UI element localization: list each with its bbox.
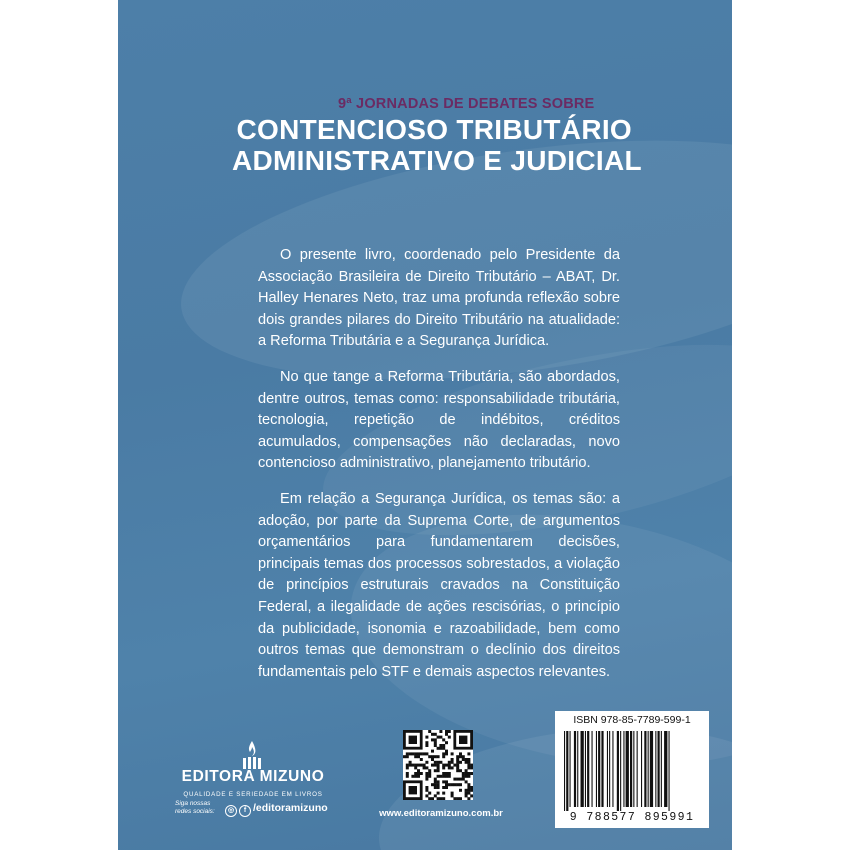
qr-module	[439, 744, 442, 747]
qr-module	[437, 775, 440, 778]
qr-finder	[409, 786, 417, 794]
qr-module	[445, 775, 448, 778]
publisher-tagline: QUALIDADE E SERIEDADE EM LIVROS	[183, 791, 323, 798]
qr-module	[437, 780, 440, 783]
qr-module	[428, 755, 431, 758]
qr-module	[403, 755, 406, 758]
qr-module	[434, 755, 437, 758]
qr-module	[425, 752, 428, 755]
series-subtitle: 9ª JORNADAS DE DEBATES SOBRE	[338, 96, 595, 112]
qr-module	[420, 758, 423, 761]
qr-module	[434, 764, 437, 767]
qr-module	[406, 772, 409, 775]
qr-module	[459, 752, 462, 755]
qr-module	[456, 755, 459, 758]
qr-module	[417, 772, 420, 775]
qr-module	[411, 764, 414, 767]
qr-module	[456, 778, 459, 781]
qr-module	[439, 736, 442, 739]
qr-module	[417, 764, 420, 767]
qr-module	[470, 766, 473, 769]
barcode-bar	[564, 731, 565, 811]
qr-module	[445, 741, 448, 744]
qr-module	[467, 764, 470, 767]
qr-module	[439, 747, 442, 750]
qr-module	[465, 775, 468, 778]
social-label: Siga nossas redes sociais:	[175, 800, 215, 815]
qr-module	[411, 752, 414, 755]
qr-module	[467, 775, 470, 778]
book-title	[232, 114, 642, 176]
qr-module	[445, 764, 448, 767]
qr-module	[437, 747, 440, 750]
qr-module	[459, 783, 462, 786]
qr-module	[442, 747, 445, 750]
qr-module	[434, 741, 437, 744]
qr-module	[437, 783, 440, 786]
qr-module	[465, 761, 468, 764]
qr-module	[428, 730, 431, 733]
qr-module	[414, 752, 417, 755]
qr-module	[406, 755, 409, 758]
barcode-bar	[566, 731, 568, 811]
qr-module	[414, 764, 417, 767]
barcode-bar	[641, 731, 642, 807]
qr-module	[425, 794, 428, 797]
qr-code-image	[403, 730, 473, 800]
qr-module	[445, 730, 448, 733]
barcode-bar	[644, 731, 646, 807]
qr-module	[456, 766, 459, 769]
qr-module	[420, 772, 423, 775]
qr-module	[448, 764, 451, 767]
qr-module	[467, 752, 470, 755]
flame-book-icon	[240, 740, 264, 770]
barcode-bar	[623, 731, 624, 807]
qr-module	[451, 783, 454, 786]
qr-module	[442, 775, 445, 778]
qr-module	[406, 764, 409, 767]
isbn-label: ISBN 978-85-7789-599-1	[573, 714, 691, 726]
qr-module	[423, 764, 426, 767]
qr-module	[453, 783, 456, 786]
qr-module	[437, 755, 440, 758]
qr-module	[434, 744, 437, 747]
barcode-bar	[655, 731, 656, 807]
qr-module	[442, 766, 445, 769]
synopsis	[258, 245, 620, 697]
qr-module	[462, 755, 465, 758]
social-icons	[225, 802, 253, 820]
barcode-bar	[617, 731, 619, 811]
qr-module	[425, 789, 428, 792]
qr-module	[442, 797, 445, 800]
book-title-line-1: CONTENCIOSO TRIBUTÁRIO	[236, 114, 632, 145]
barcode-bar	[596, 731, 597, 807]
qr-module	[431, 797, 434, 800]
qr-module	[423, 766, 426, 769]
qr-module	[431, 755, 434, 758]
barcode-bar	[669, 731, 670, 811]
qr-module	[437, 736, 440, 739]
qr-module	[456, 797, 459, 800]
qr-module	[462, 775, 465, 778]
qr-module	[425, 744, 428, 747]
barcode-bar	[626, 731, 629, 807]
barcode-bar	[574, 731, 576, 807]
qr-module	[442, 772, 445, 775]
qr-module	[420, 764, 423, 767]
barcode-bar	[661, 731, 662, 807]
qr-module	[434, 733, 437, 736]
qr-module	[428, 772, 431, 775]
qr-module	[465, 792, 468, 795]
qr-module	[459, 778, 462, 781]
qr-module	[451, 794, 454, 797]
qr-module	[470, 764, 473, 767]
qr-module	[425, 786, 428, 789]
social-handle[interactable]: /editoramizuno	[253, 802, 328, 814]
qr-module	[431, 783, 434, 786]
qr-module	[417, 769, 420, 772]
qr-module	[465, 789, 468, 792]
qr-module	[442, 738, 445, 741]
qr-module	[437, 761, 440, 764]
barcode-bar	[630, 731, 632, 807]
qr-module	[451, 792, 454, 795]
qr-module	[462, 758, 465, 761]
qr-module	[434, 769, 437, 772]
qr-module	[411, 775, 414, 778]
isbn-barcode-box	[555, 711, 709, 828]
qr-module	[439, 730, 442, 733]
barcode-bar	[648, 731, 649, 807]
barcode-bar	[592, 731, 593, 807]
barcode-bar	[587, 731, 589, 807]
qr-module	[431, 750, 434, 753]
qr-module	[437, 797, 440, 800]
qr-module	[439, 775, 442, 778]
barcode-bar	[650, 731, 653, 807]
qr-module	[442, 755, 445, 758]
qr-module	[442, 792, 445, 795]
qr-module	[453, 778, 456, 781]
qr-module	[448, 761, 451, 764]
synopsis-paragraph-1: O presente livro, coordenado pelo Presidente da Associação Brasileira de Direito Tributário – ABAT, Dr. Halley Henares Neto, traz uma profunda reflexão sobre dois grandes pilares do Direito Tributário na atualidade: a Reforma Tributária e a Segurança Jurídica.	[258, 247, 620, 350]
qr-module	[431, 758, 434, 761]
qr-module	[437, 764, 440, 767]
qr-module	[448, 730, 451, 733]
qr-module	[414, 755, 417, 758]
qr-module	[428, 792, 431, 795]
qr-module	[451, 752, 454, 755]
publisher-website[interactable]: www.editoramizuno.com.br	[379, 808, 503, 819]
qr-module	[414, 772, 417, 775]
facebook-icon[interactable]: f	[239, 805, 251, 817]
qr-module	[420, 752, 423, 755]
qr-module	[465, 769, 468, 772]
qr-module	[442, 752, 445, 755]
qr-module	[470, 794, 473, 797]
barcode-bar	[637, 731, 638, 807]
qr-module	[406, 766, 409, 769]
book-title-line-2: ADMINISTRATIVO E JUDICIAL	[232, 145, 642, 176]
qr-module	[434, 794, 437, 797]
qr-module	[431, 733, 434, 736]
qr-module	[442, 744, 445, 747]
barcode-bar	[601, 731, 603, 807]
qr-module	[459, 797, 462, 800]
qr-module	[467, 761, 470, 764]
qr-module	[409, 752, 412, 755]
qr-module	[467, 792, 470, 795]
qr-module	[434, 783, 437, 786]
qr-module	[425, 772, 428, 775]
qr-module	[423, 752, 426, 755]
qr-module	[445, 752, 448, 755]
qr-module	[414, 775, 417, 778]
qr-module	[448, 772, 451, 775]
qr-module	[434, 786, 437, 789]
qr-module	[414, 766, 417, 769]
qr-module	[425, 775, 428, 778]
barcode-bar	[658, 731, 660, 807]
qr-module	[437, 769, 440, 772]
qr-module	[467, 797, 470, 800]
qr-module	[417, 752, 420, 755]
qr-module	[428, 775, 431, 778]
qr-module	[409, 761, 412, 764]
qr-module	[456, 783, 459, 786]
qr-module	[467, 789, 470, 792]
qr-module	[442, 786, 445, 789]
publisher-name: EDITORA MIZUNO	[181, 768, 325, 785]
qr-module	[439, 761, 442, 764]
qr-module	[448, 736, 451, 739]
qr-module	[434, 761, 437, 764]
qr-module	[459, 769, 462, 772]
barcode-bar	[577, 731, 578, 807]
qr-module	[437, 766, 440, 769]
qr-module	[425, 766, 428, 769]
barcode-image	[562, 731, 702, 811]
qr-module	[451, 766, 454, 769]
qr-module	[456, 769, 459, 772]
barcode-bar	[620, 731, 621, 811]
qr-module	[459, 755, 462, 758]
qr-module	[467, 758, 470, 761]
qr-module	[462, 778, 465, 781]
qr-module	[465, 758, 468, 761]
qr-module	[462, 772, 465, 775]
social-links	[175, 800, 355, 822]
qr-module	[459, 789, 462, 792]
qr-module	[467, 783, 470, 786]
barcode-bar	[581, 731, 584, 807]
qr-module	[453, 797, 456, 800]
qr-module	[428, 797, 431, 800]
qr-module	[445, 772, 448, 775]
qr-module	[445, 750, 448, 753]
qr-module	[465, 780, 468, 783]
qr-module	[406, 752, 409, 755]
qr-module	[425, 741, 428, 744]
qr-module	[417, 775, 420, 778]
barcode-bar	[633, 731, 634, 807]
qr-module	[445, 733, 448, 736]
barcode-bar	[585, 731, 586, 807]
qr-module	[425, 736, 428, 739]
barcode-digits: 9 788577 895991	[569, 811, 695, 824]
qr-module	[467, 766, 470, 769]
synopsis-paragraph-2: No que tange a Reforma Tributária, são abordados, dentre outros, temas como: responsabilidade tributária, tecnologia, repetição de indébitos, créditos acumulados, compensações não declaradas, novo contencioso administrativo, planejamento tributário.	[258, 368, 620, 472]
qr-module	[448, 775, 451, 778]
qr-module	[406, 775, 409, 778]
qr-module	[467, 786, 470, 789]
qr-module	[425, 761, 428, 764]
barcode-bar	[664, 731, 667, 807]
qr-module	[434, 738, 437, 741]
qr-module	[439, 797, 442, 800]
synopsis-paragraph-3: Em relação a Segurança Jurídica, os temas são: a adoção, por parte da Suprema Corte, de argumentos orçamentários para fundamentarem decisões, principais temas dos processos sobrestados, a violação de princípios estruturais cravados na Constituição Federal, a ilegalidade de ações rescisórias, o princípio da publicidade, isonomia e razoabilidade, bem como outros temas que demonstram o declínio dos direitos fundamentais pelo STF e demais aspectos relevantes.	[258, 490, 620, 680]
instagram-icon[interactable]: ◎	[225, 805, 237, 817]
qr-module	[431, 764, 434, 767]
qr-module	[445, 780, 448, 783]
qr-module	[409, 764, 412, 767]
qr-module	[465, 772, 468, 775]
qr-module	[470, 786, 473, 789]
qr-module	[417, 755, 420, 758]
qr-module	[448, 783, 451, 786]
barcode-bar	[570, 731, 571, 807]
qr-code[interactable]	[403, 730, 473, 800]
qr-module	[448, 766, 451, 769]
qr-module	[431, 738, 434, 741]
qr-module	[442, 764, 445, 767]
qr-module	[434, 778, 437, 781]
qr-module	[442, 780, 445, 783]
qr-module	[451, 761, 454, 764]
barcode-bar	[612, 731, 613, 807]
barcode-bar	[598, 731, 600, 807]
qr-module	[470, 772, 473, 775]
qr-module	[456, 764, 459, 767]
barcode-bar	[607, 731, 608, 807]
barcode-bar	[609, 731, 610, 807]
qr-finder	[459, 736, 467, 744]
qr-module	[456, 761, 459, 764]
qr-module	[445, 786, 448, 789]
qr-module	[465, 794, 468, 797]
qr-module	[470, 789, 473, 792]
qr-module	[434, 780, 437, 783]
qr-module	[437, 792, 440, 795]
qr-finder	[409, 736, 417, 744]
qr-module	[445, 783, 448, 786]
qr-module	[467, 772, 470, 775]
qr-module	[425, 778, 428, 781]
qr-module	[428, 769, 431, 772]
qr-module	[451, 758, 454, 761]
qr-module	[437, 786, 440, 789]
qr-module	[456, 758, 459, 761]
qr-module	[453, 764, 456, 767]
qr-module	[459, 761, 462, 764]
